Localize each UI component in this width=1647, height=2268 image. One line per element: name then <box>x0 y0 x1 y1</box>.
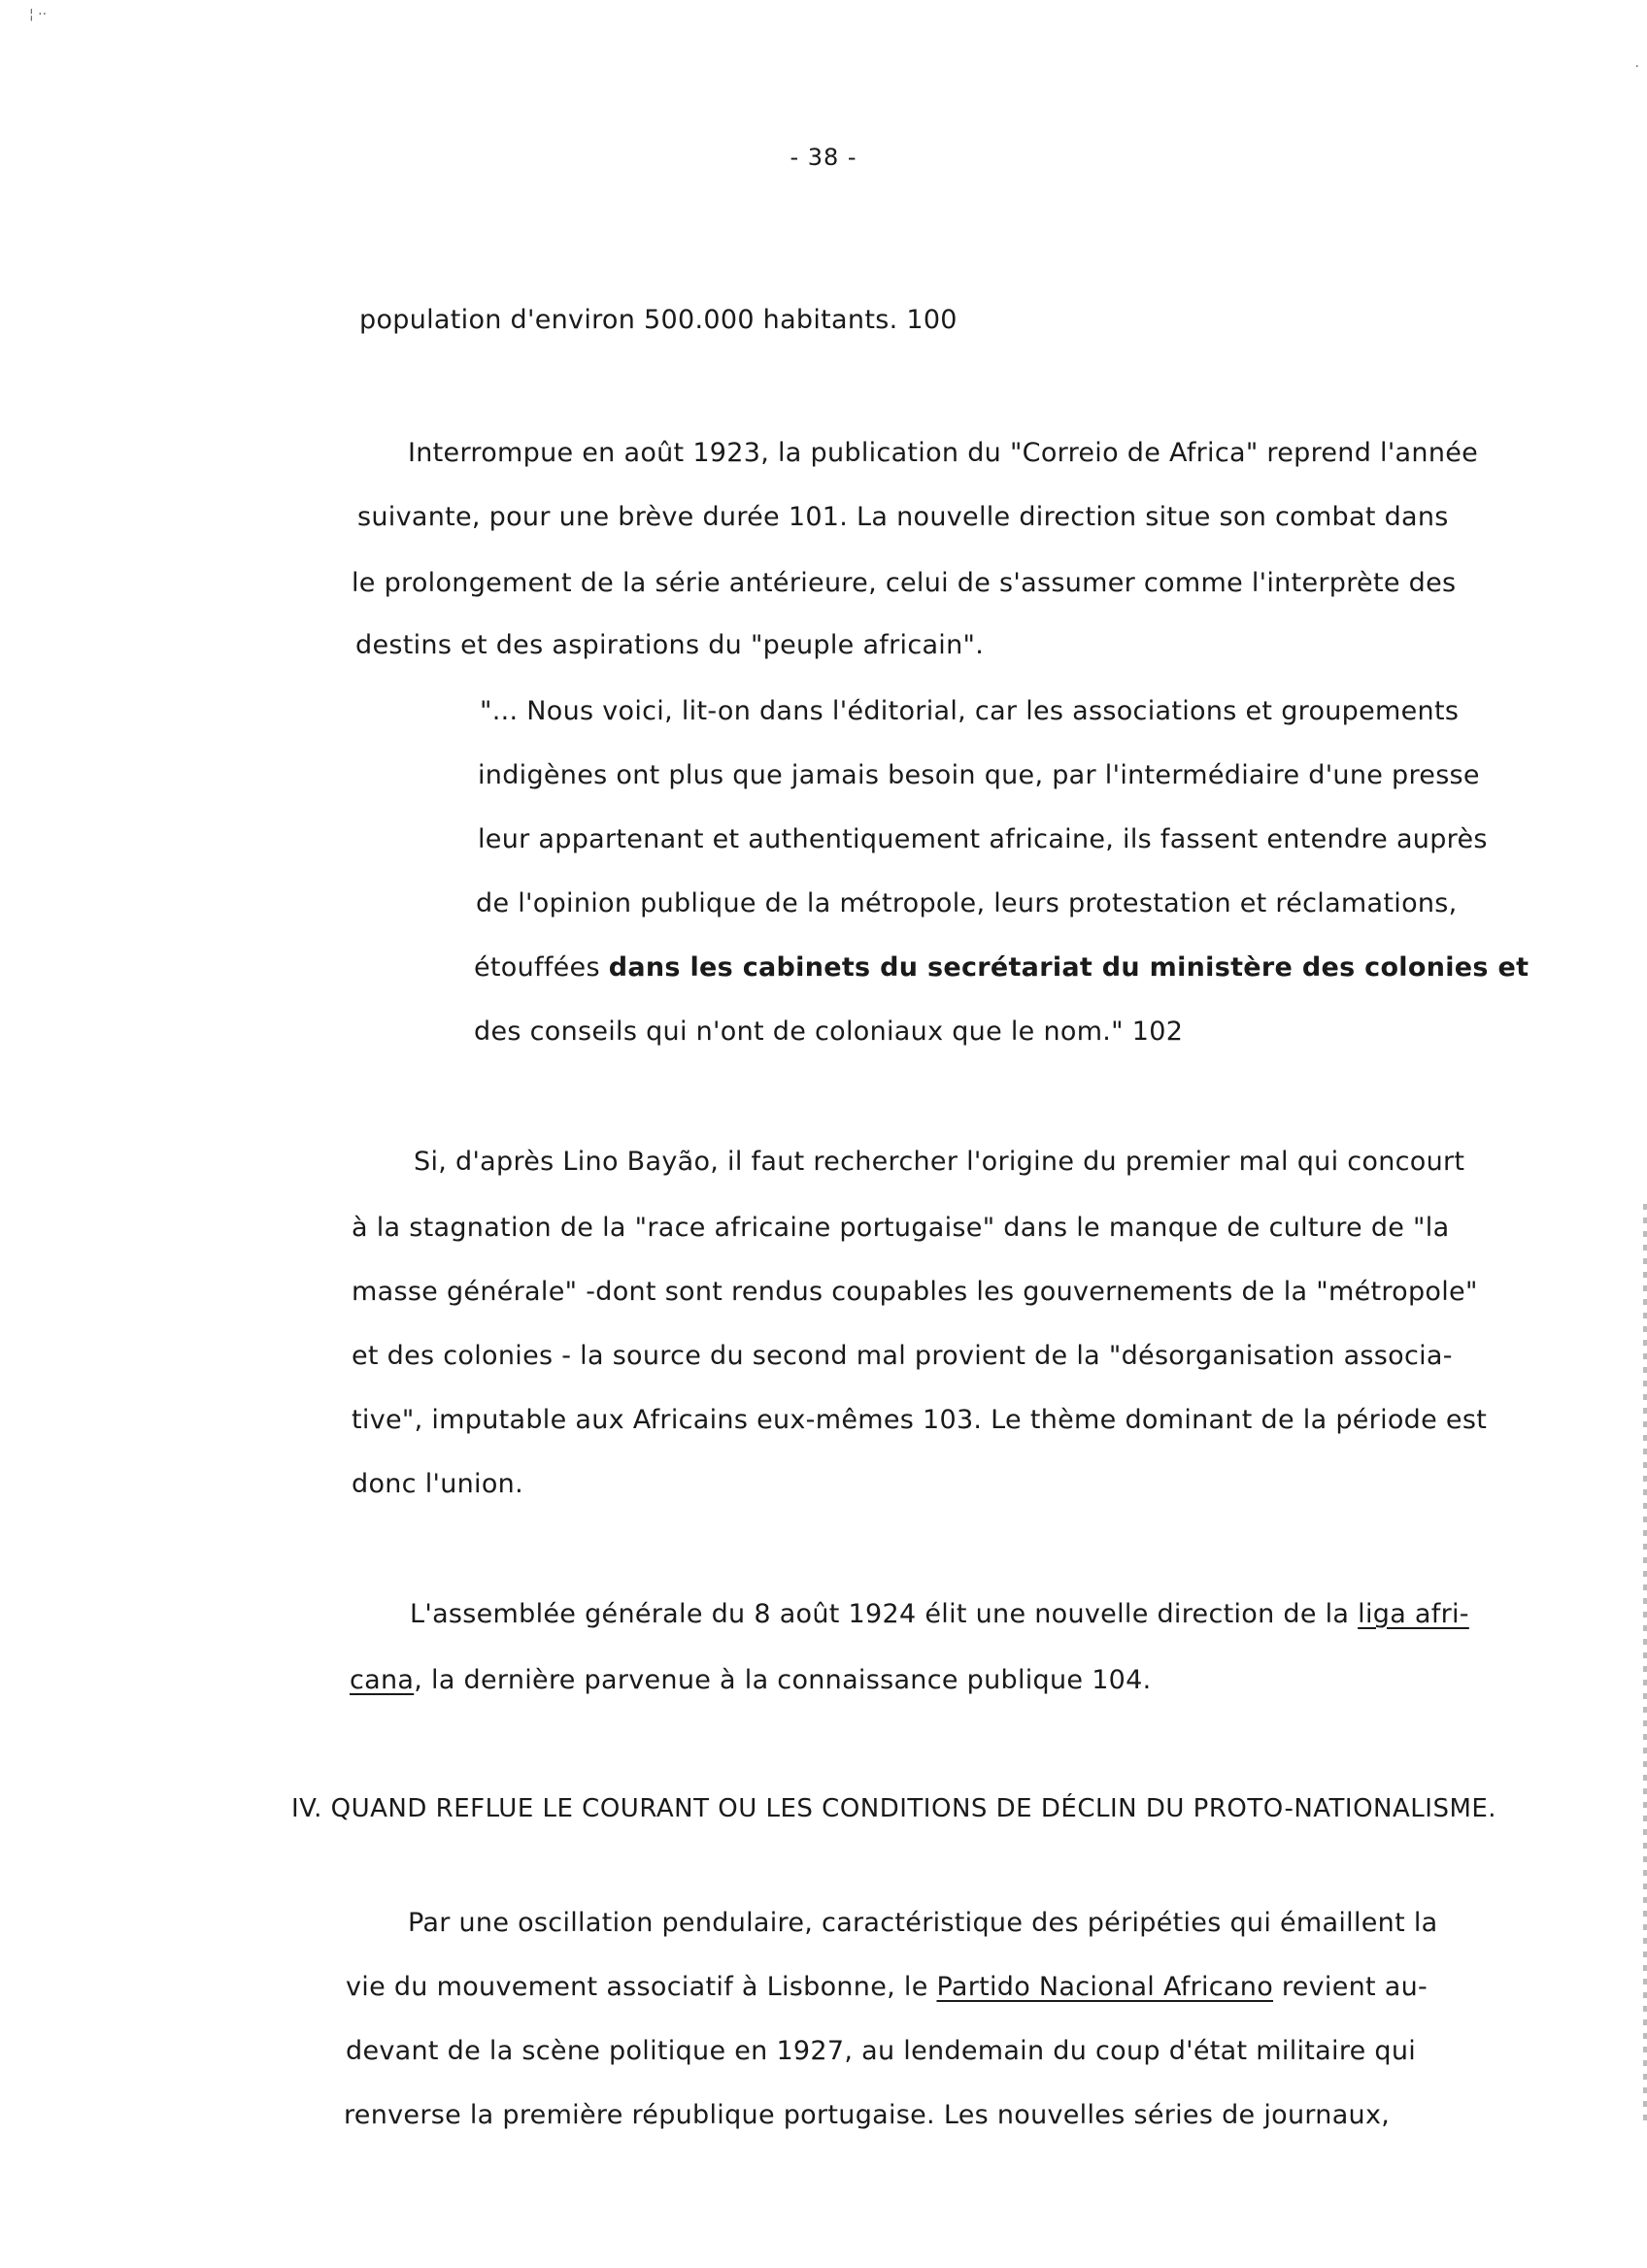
paragraph-1-line: population d'environ 500.000 habitants. 100 <box>359 305 958 335</box>
quote-text: étouffées <box>474 952 609 983</box>
quote-line: indigènes ont plus que jamais besoin que, par l'intermédiaire d'une presse <box>478 760 1480 790</box>
paragraph-3-line: et des colonies - la source du second mal provient de la "désorganisation associa- <box>352 1341 1453 1371</box>
underlined-term-partido: Partido Nacional Africano <box>936 1972 1274 2002</box>
paragraph-text: , la dernière parvenue à la connaissance publique 104. <box>414 1665 1152 1695</box>
scan-margin-mark: · <box>1634 59 1639 75</box>
scan-edge-artifact <box>1643 1204 1647 2126</box>
underlined-term-liga-africana: liga afri- <box>1358 1599 1469 1629</box>
underlined-term-liga-africana: cana <box>350 1665 415 1695</box>
paragraph-2-line: suivante, pour une brève durée 101. La nouvelle direction situe son combat dans <box>357 502 1449 532</box>
paragraph-4-line <box>410 1598 1469 1631</box>
section-heading: IV. QUAND REFLUE LE COURANT OU LES CONDITIONS DE DÉCLIN DU PROTO-NATIONALISME. <box>291 1794 1497 1823</box>
paragraph-3-line: tive", imputable aux Africains eux-mêmes 103. Le thème dominant de la période est <box>352 1405 1488 1435</box>
paragraph-5-line: renverse la première république portugaise. Les nouvelles séries de journaux, <box>344 2100 1391 2130</box>
paragraph-3-line: donc l'union. <box>352 1469 523 1499</box>
quote-line: leur appartenant et authentiquement africaine, ils fassent entendre auprès <box>478 824 1488 854</box>
paragraph-text: L'assemblée générale du 8 août 1924 élit une nouvelle direction de la <box>410 1599 1359 1629</box>
quote-line: des conseils qui n'ont de coloniaux que le nom." 102 <box>474 1017 1184 1047</box>
paragraph-3-line: Si, d'après Lino Bayão, il faut rechercher l'origine du premier mal qui concourt <box>414 1147 1465 1177</box>
quote-bold-text: dans les cabinets du secrétariat du ministère des colonies et <box>608 952 1529 983</box>
paragraph-2-line: Interrompue en août 1923, la publication du "Correio de Africa" reprend l'année <box>408 438 1479 468</box>
paragraph-5-line: devant de la scène politique en 1927, au lendemain du coup d'état militaire qui <box>346 2036 1417 2066</box>
quote-line <box>474 951 1529 984</box>
quote-line: "... Nous voici, lit-on dans l'éditorial, car les associations et groupements <box>480 696 1460 726</box>
paragraph-4-line <box>350 1664 1152 1697</box>
paragraph-text: revient au- <box>1273 1972 1429 2002</box>
quote-line: de l'opinion publique de la métropole, leurs protestation et réclamations, <box>476 888 1458 918</box>
paragraph-5-line: Par une oscillation pendulaire, caractéristique des péripéties qui émaillent la <box>408 1908 1438 1938</box>
paragraph-text: vie du mouvement associatif à Lisbonne, le <box>346 1972 937 2002</box>
paragraph-2-line: destins et des aspirations du "peuple africain". <box>355 630 985 660</box>
scan-margin-mark: ¦ ·· <box>29 7 48 22</box>
paragraph-3-line: à la stagnation de la "race africaine portugaise" dans le manque de culture de "la <box>352 1213 1450 1243</box>
paragraph-5-line <box>346 1971 1428 2004</box>
paragraph-3-line: masse générale" -dont sont rendus coupables les gouvernements de la "métropole" <box>352 1277 1478 1307</box>
paragraph-2-line: le prolongement de la série antérieure, celui de s'assumer comme l'interprète des <box>352 568 1457 598</box>
page-number: - 38 - <box>790 144 857 171</box>
